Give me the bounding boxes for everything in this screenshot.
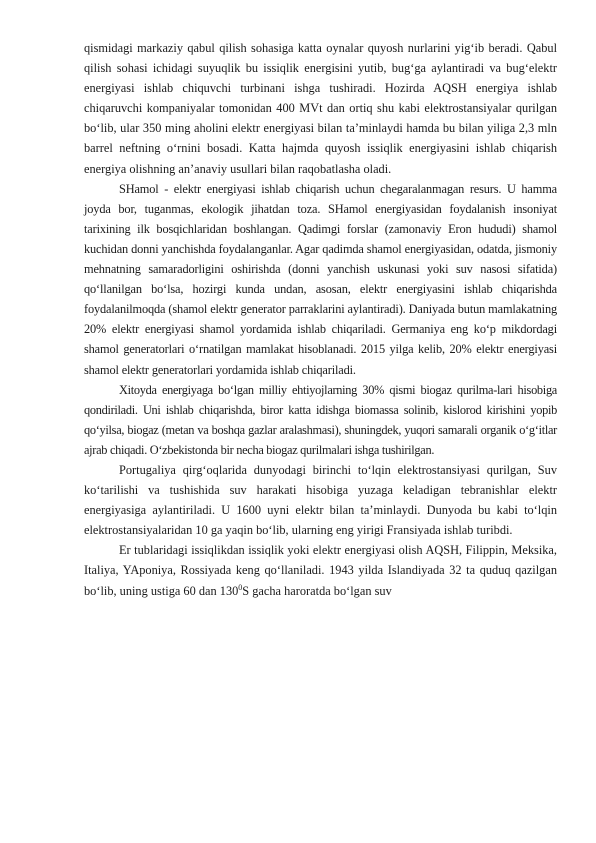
paragraph-geothermal xyxy=(84,540,557,600)
paragraph-biogas: Xitoyda energiyaga bo‘lgan milliy ehtiyojlarning 30% qismi biogaz qurilma-lari hisobiga qondiriladi. Uni ishlab chiqarishda, biror katta idishga biomassa solinib, kislorod kirishini yopib qo‘yilsa, biogaz (metan va boshqa gazlar aralashmasi), shuningdek, yuqori samarali organik o‘g‘itlar ajrab chiqadi. O‘zbekistonda bir necha biogaz qurilmalari ishga tushirilgan. xyxy=(84,382,557,457)
paragraph-wave-energy: Portugaliya qirg‘oqlarida dunyodagi birinchi to‘lqin elektrostansiyasi qurilgan, Suv ko‘tarilishi va tushishida suv harakati hisobiga yuzaga keladigan tebranishlar elektr energiyasiga aylantiriladi. U 1600 uyni elektr bilan ta’minlaydi. Dunyoda bu kabi to‘lqin elektrostansiyalaridan 10 ga yaqin bo‘lib, ularning eng yirigi Fransiyada ishlab turibdi. xyxy=(84,462,557,538)
document-page xyxy=(84,38,557,601)
paragraph-solar-thermal: qismidagi markaziy qabul qilish sohasiga katta oynalar quyosh nurlarini yig‘ib beradi. Qabul qilish sohasi ichidagi suyuqlik bu issiqlik energisini yutib, bug‘ga aylantiradi va bug‘elektr energiyasi ishlab chiquvchi turbinani ishga tushiradi. Hozirda AQSH energiya ishlab chiqaruvchi kompaniyalar tomonidan 400 MVt dan ortiq shu kabi elektrostansiyalar qurilgan bo‘lib, ular 350 ming aholini elektr energiyasi bilan ta’minlaydi hamda bu bilan yiliga 2,3 mln barrel neftning o‘rnini bosadi. Katta hajmda quyosh issiqlik energiyasini ishlab chiqarish energiya olishning an’anaviy usullari bilan raqobatlasha oladi. xyxy=(84,41,557,176)
paragraph-wind-energy: SHamol - elektr energiyasi ishlab chiqarish uchun chegaralanmagan resurs. U hamma joyda bor, tuganmas, ekologik jihatdan toza. SHamol energiyasidan foydalanish insoniyat tarixining ilk bosqichlaridan boshlangan. Qadimgi forslar (zamonaviy Eron hududi) shamol kuchidan donni yanchishda foydalanganlar. Agar qadimda shamol energiyasidan, odatda, jismoniy mehnatning samaradorligini oshirishda (donni yanchish uskunasi yoki suv nasosi sifatida) qo‘llanilgan bo‘lsa, hozirgi kunda undan, asosan, elektr energiyasini ishlab chiqarishda foydalanilmoqda (shamol elektr generator parraklarini aylantiradi). Daniyada butun mamlakatning 20% elektr energiyasi shamol yordamida ishlab chiqariladi. Germaniya eng ko‘p mikdordagi shamol generatorlari o‘rnatilgan mamlakat hisoblanadi. 2015 yilga kelib, 20% elektr energiyasi shamol elektr generatorlari yordamida ishlab chiqariladi. xyxy=(84,181,557,377)
degree-superscript: 0 xyxy=(238,582,243,592)
geothermal-text-after: S gacha haroratda bo‘lgan suv xyxy=(242,583,392,598)
geothermal-text-before: Er tublaridagi issiqlikdan issiqlik yoki elektr energiyasi olish AQSH, Filippin, Meksika, Italiya, YAponiya, Rossiyada keng qo‘llaniladi. 1943 yilda Islandiyada 32 ta quduq qazilgan bo‘lib, uning ustiga 60 dan 130 xyxy=(84,543,557,598)
